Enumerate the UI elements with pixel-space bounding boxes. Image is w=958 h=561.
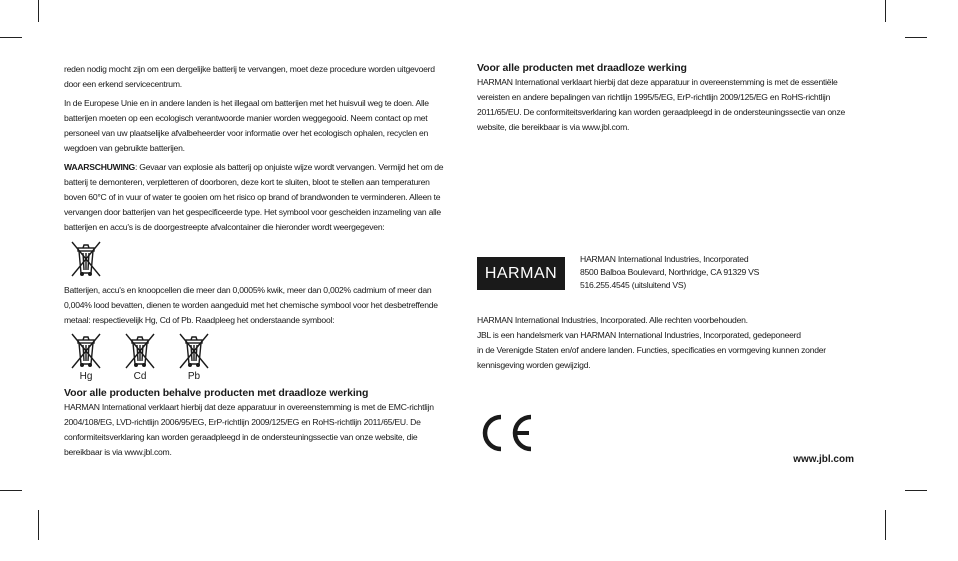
left-column <box>64 62 450 464</box>
address-line: 8500 Balboa Boulevard, Northridge, CA 91329 VS <box>580 267 760 277</box>
crop-mark <box>885 510 886 540</box>
crop-mark <box>885 0 886 22</box>
crossed-bin-icon <box>68 239 104 279</box>
website-link[interactable]: www.jbl.com <box>793 454 854 465</box>
crossed-bin-cd <box>120 332 160 383</box>
crossed-bin-hg <box>66 332 106 383</box>
heavy-metal-symbols <box>66 332 450 383</box>
legal-line: JBL is een handelsmerk van HARMAN International Industries, Incorporated, gedeponeerd <box>477 330 801 340</box>
wireless-heading: Voor alle producten met draadloze werking <box>477 62 687 74</box>
warning-paragraph <box>64 160 450 235</box>
symbol-label-cd: Cd <box>133 371 147 382</box>
crop-mark <box>38 510 39 540</box>
ce-mark-icon <box>473 413 537 458</box>
warning-label: WAARSCHUWING <box>64 162 135 172</box>
symbol-label-pb: Pb <box>187 371 201 382</box>
legal-line: HARMAN International Industries, Incorporated. Alle rechten voorbehouden. <box>477 315 748 325</box>
legal-line: in de Verenigde Staten en/of andere landen. Functies, specificaties en vormgeving kunnen zonder <box>477 345 826 355</box>
battery-service-paragraph: reden nodig mocht zijn om een dergelijke batterij te vervangen, moet deze procedure worden uitgevoerd door een erkend servicecentrum. <box>64 64 435 89</box>
symbol-label-hg: Hg <box>79 371 93 382</box>
crop-mark <box>38 0 39 22</box>
crop-mark <box>0 37 22 38</box>
heavy-metals-paragraph: Batterijen, accu's en knoopcellen die meer dan 0,0005% kwik, meer dan 0,002% cadmium of meer dan 0,004% lood bevatten, dienen te worden aangeduid met het chemische symbool voor het desbetreffende metaal: respectievelijk Hg, Cd of Pb. Raadpleeg het onderstaande symbool: <box>64 285 438 325</box>
address-line: HARMAN International Industries, Incorporated <box>580 254 749 264</box>
non-wireless-conformity-paragraph: HARMAN International verklaart hierbij dat deze apparatuur in overeenstemming is met de EMC-richtlijn 2004/108/EG, LVD-richtlijn 2006/95/EG, ErP-richtlijn 2009/125/EG en RoHS-richtlijn 2011/65/EU. De conformiteitsverklaring kan worden geraadpleegd in de ondersteuningssectie van onze website, die bereikbaar is via www.jbl.com. <box>64 402 434 457</box>
legal-line: kennisgeving worden gewijzigd. <box>477 360 591 370</box>
crop-mark <box>905 37 927 38</box>
crossed-bin-icon <box>68 332 104 370</box>
warning-text: : Gevaar van explosie als batterij op onjuiste wijze wordt vervangen. Vermijd het om de batterij te demonteren, verpletteren of doorboren, deze kort te sluiten, bloot te stellen aan temperaturen boven 60°C of in vuur of water te gooien om het risico op brand of brandwonden te verminderen. Alleen te vervangen door batterijen van het gespecificeerde type. Het symbool voor gescheiden inzameling van alle batterijen en accu's is de doorgestreepte afvalcontainer die hieronder wordt weergegeven: <box>64 162 444 232</box>
harman-info <box>477 253 759 292</box>
crossed-bin-icon <box>176 332 212 370</box>
crossed-bin-icon <box>122 332 158 370</box>
battery-disposal-paragraph: In de Europese Unie en in andere landen is het illegaal om batterijen met het huisvuil weg te doen. Alle batterijen moeten op een ecologisch verantwoorde manier worden weggegooid. Neem contact op met personeel van uw plaatselijke afvalbeheerder voor informatie over het ecologisch ophalen, recyclen en wegdoen van gebruikte batterijen. <box>64 98 429 153</box>
legal-notice <box>477 313 862 373</box>
right-column <box>477 62 862 139</box>
wireless-conformity-paragraph: HARMAN International verklaart hierbij dat deze apparatuur in overeenstemming is met de essentiële vereisten en andere bepalingen van richtlijn 1995/5/EG, ErP-richtlijn 2009/125/EG en RoHS-richtlijn 2011/65/EU. De conformiteitsverklaring kan worden geraadpleegd in de ondersteuningssectie van onze website, die bereikbaar is via www.jbl.com. <box>477 77 846 132</box>
address-line: 516.255.4545 (uitsluitend VS) <box>580 280 686 290</box>
crossed-bin-pb <box>174 332 214 383</box>
harman-address <box>580 253 759 292</box>
crop-mark <box>905 490 927 491</box>
non-wireless-heading: Voor alle producten behalve producten met draadloze werking <box>64 387 369 399</box>
harman-logo: HARMAN <box>477 257 565 290</box>
crop-mark <box>0 490 22 491</box>
